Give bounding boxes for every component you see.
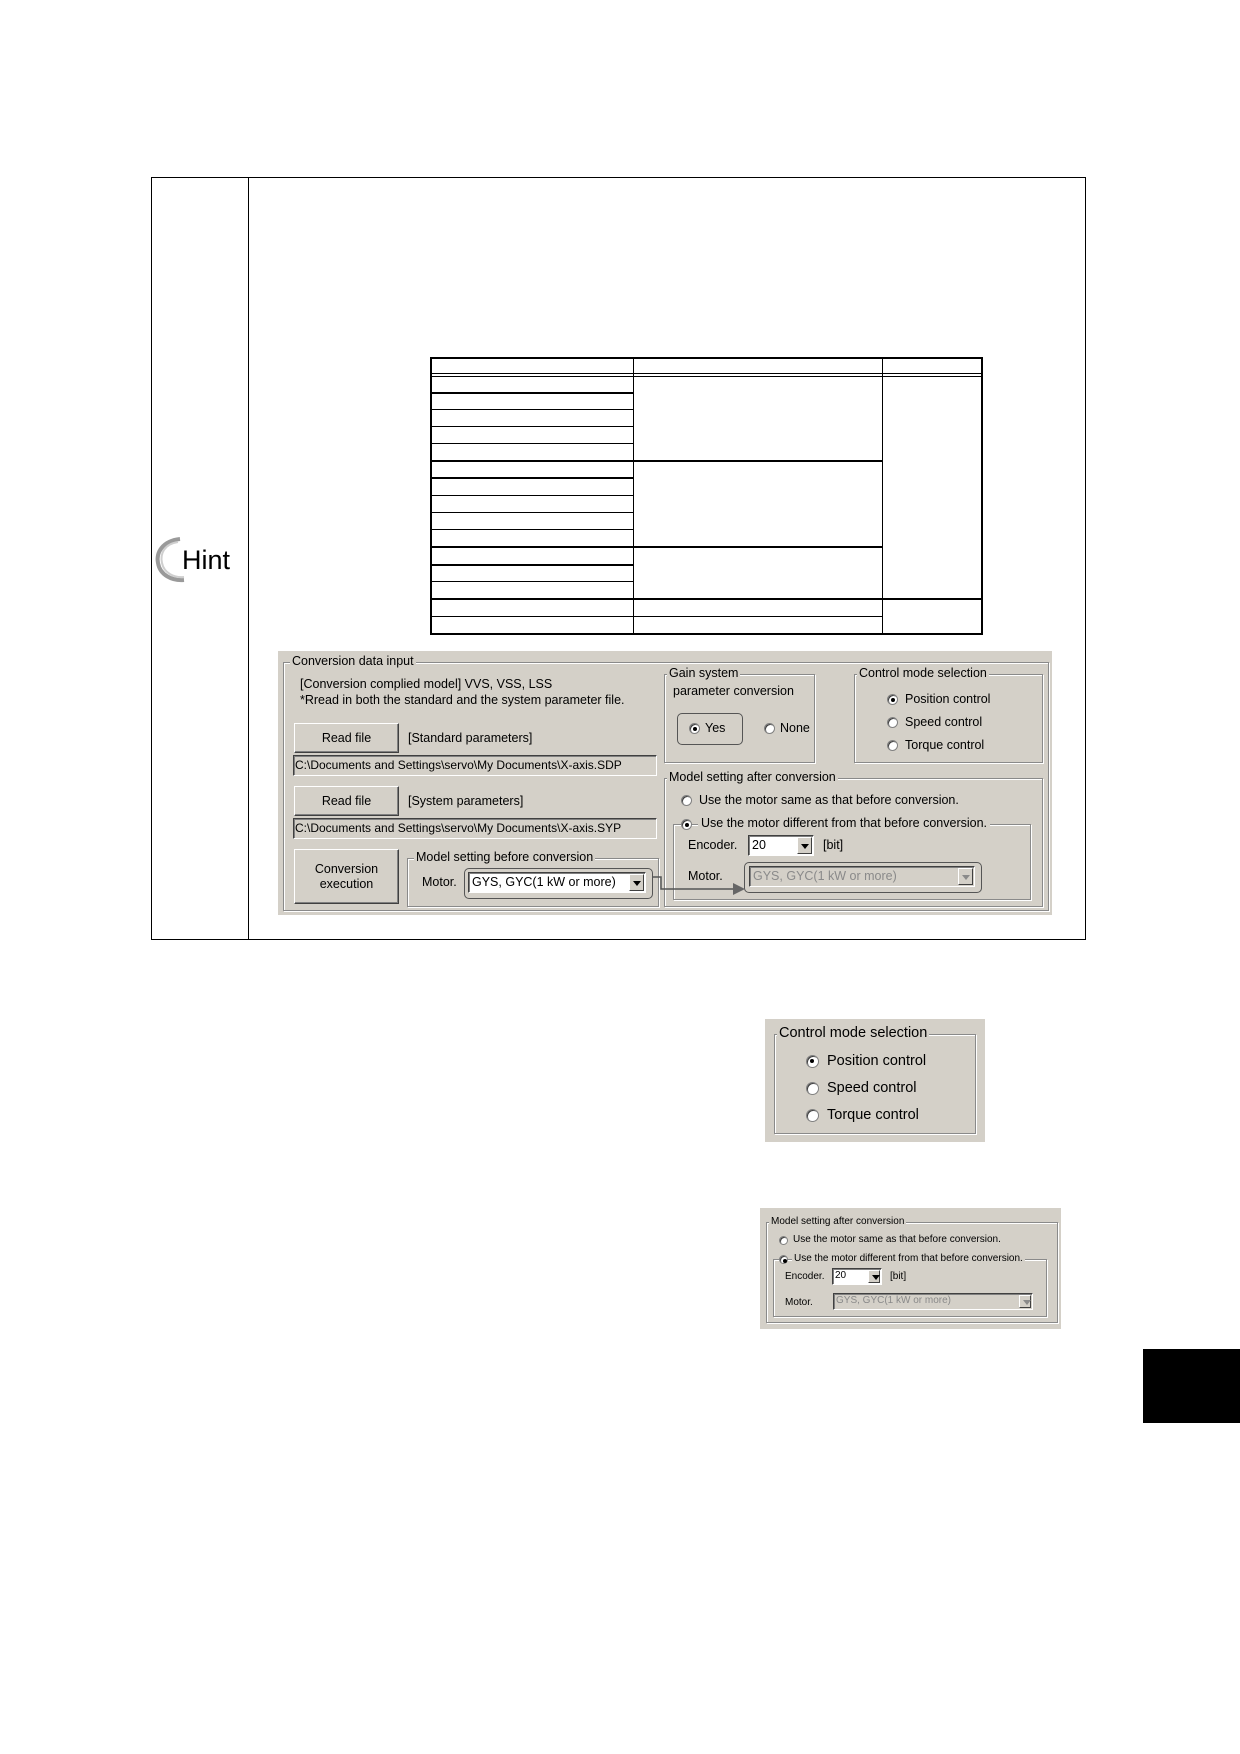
standard-parameters-label: [Standard parameters] (408, 731, 533, 745)
gain-yes-label: Yes (705, 721, 726, 735)
same-motor-label: Use the motor same as that before conversion. (699, 793, 959, 807)
crop-motor-dropdown-icon[interactable] (1019, 1295, 1031, 1308)
crop-torque-radio[interactable] (806, 1109, 819, 1122)
crop-encoder-dropdown-icon[interactable] (868, 1270, 880, 1283)
read-standard-file-button[interactable]: Read file (294, 723, 399, 753)
motor-before-label: Motor. (422, 875, 457, 889)
motor-after-highlight (744, 862, 982, 893)
crop-control-title: Control mode selection (779, 1025, 928, 1041)
same-motor-radio[interactable] (681, 795, 692, 806)
encoder-unit: [bit] (823, 838, 844, 852)
crop-different-radio[interactable] (779, 1255, 788, 1264)
gain-yes-radio[interactable] (689, 723, 700, 734)
gain-none-label: None (780, 721, 810, 735)
different-motor-label: Use the motor different from that before conversion. (698, 816, 990, 830)
conversion-note-line: *Rread in both the standard and the system parameter file. (300, 693, 625, 707)
crop-encoder-label: Encoder. (785, 1271, 825, 1282)
crop-speed-label: Speed control (827, 1080, 917, 1096)
crop-position-label: Position control (827, 1053, 927, 1069)
crop-torque-label: Torque control (827, 1107, 919, 1123)
model-before-title: Model setting before conversion (416, 850, 594, 864)
control-mode-crop (765, 1019, 985, 1142)
torque-control-label: Torque control (905, 738, 985, 752)
model-after-crop (760, 1208, 1061, 1329)
speed-control-radio[interactable] (887, 717, 898, 728)
crop-same-radio[interactable] (779, 1236, 788, 1245)
encoder-label: Encoder. (688, 838, 738, 852)
position-control-radio[interactable] (887, 694, 898, 705)
conversion-execution-button[interactable] (294, 849, 399, 904)
crop-encoder-value: 20 (835, 1270, 847, 1281)
system-parameters-label: [System parameters] (408, 794, 524, 808)
hint-label: Hint (182, 545, 231, 575)
chapter-tab (1143, 1349, 1240, 1423)
crop-motor-select[interactable] (833, 1293, 1033, 1310)
crop-after-title: Model setting after conversion (771, 1216, 905, 1227)
crop-speed-radio[interactable] (806, 1082, 819, 1095)
gain-title-1: Gain system (669, 666, 739, 680)
torque-control-radio[interactable] (887, 740, 898, 751)
different-motor-radio[interactable] (681, 819, 692, 830)
arrow-icon (651, 875, 751, 895)
reference-table (430, 357, 983, 635)
position-control-label: Position control (905, 692, 991, 706)
conversion-dialog (278, 651, 1052, 915)
motor-after-label: Motor. (688, 869, 723, 883)
encoder-select[interactable] (748, 835, 814, 856)
crop-same-label: Use the motor same as that before conversion. (793, 1234, 1001, 1245)
motor-before-value: GYS, GYC(1 kW or more) (472, 875, 616, 889)
system-path-field[interactable]: C:\Documents and Settings\servo\My Documents\X-axis.SYP (293, 818, 657, 839)
crop-encoder-select[interactable] (832, 1268, 882, 1285)
crop-motor-label: Motor. (785, 1297, 813, 1308)
gain-none-radio[interactable] (764, 723, 775, 734)
control-mode-title: Control mode selection (859, 666, 987, 680)
conversion-group-title: Conversion data input (292, 654, 414, 668)
conversion-execution-label-1: Conversion (314, 861, 379, 876)
motor-before-highlight (464, 868, 653, 899)
hint-divider (248, 177, 249, 940)
hint-icon (154, 535, 244, 585)
gain-title-2: parameter conversion (673, 684, 794, 698)
read-system-file-button[interactable]: Read file (294, 786, 399, 816)
model-after-title: Model setting after conversion (669, 770, 836, 784)
motor-after-value: GYS, GYC(1 kW or more) (753, 869, 897, 883)
encoder-value: 20 (752, 838, 766, 852)
speed-control-label: Speed control (905, 715, 983, 729)
standard-path-field[interactable]: C:\Documents and Settings\servo\My Documents\X-axis.SDP (293, 755, 657, 776)
crop-motor-value: GYS, GYC(1 kW or more) (836, 1295, 952, 1306)
crop-encoder-unit: [bit] (890, 1271, 907, 1282)
conversion-model-line: [Conversion complied model] VVS, VSS, LSS (300, 677, 553, 691)
crop-different-label: Use the motor different from that before conversion. (794, 1253, 1023, 1264)
crop-position-radio[interactable] (806, 1055, 819, 1068)
conversion-execution-label-2: execution (319, 876, 374, 891)
encoder-dropdown-icon[interactable] (797, 837, 812, 854)
